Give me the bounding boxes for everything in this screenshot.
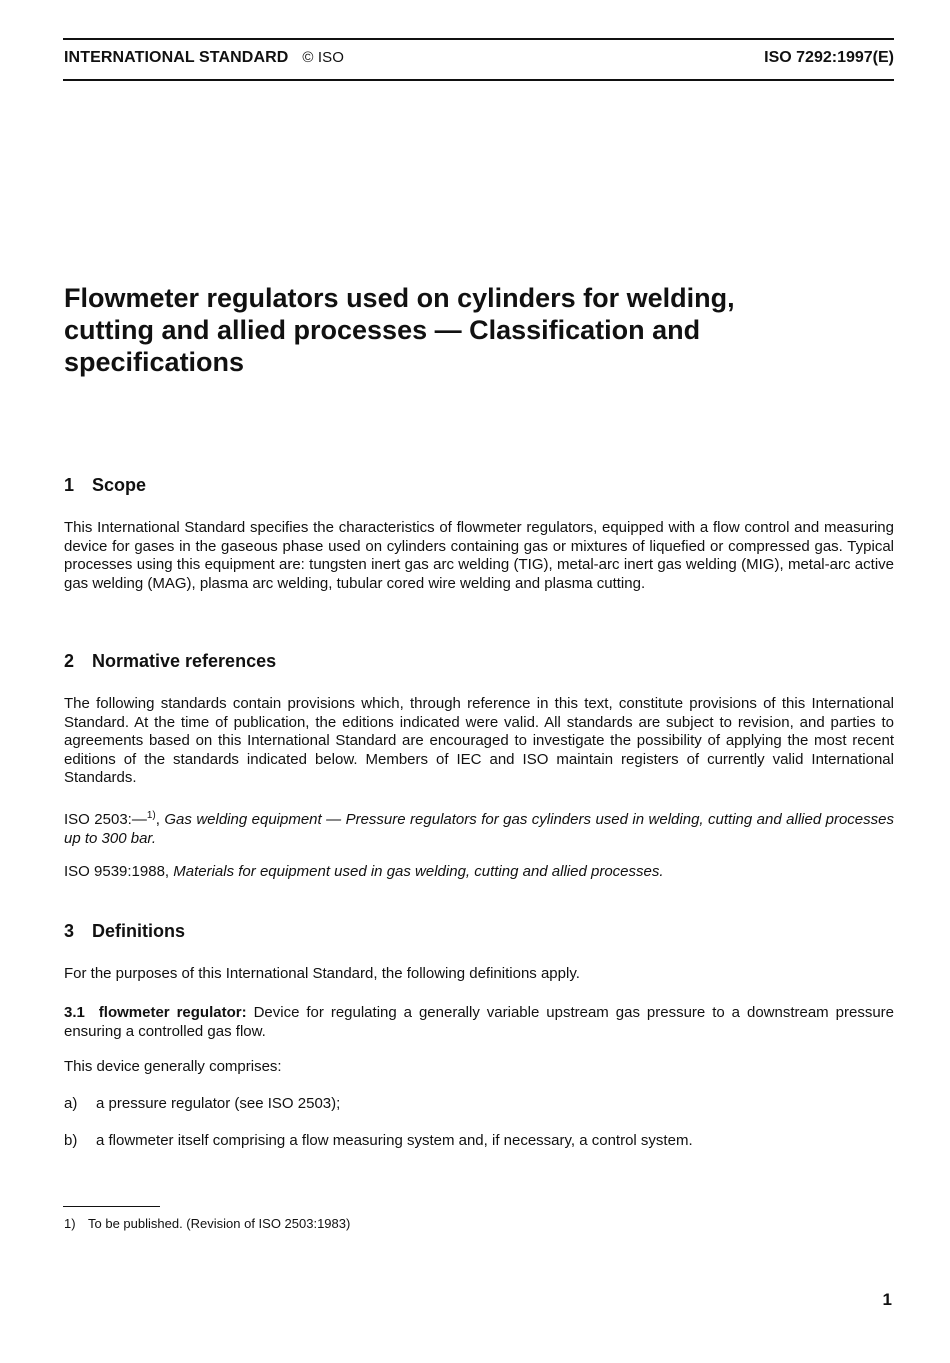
- list-item: [64, 1095, 340, 1114]
- header-left: [64, 49, 344, 67]
- footnote: [64, 1216, 350, 1231]
- document-title: Flowmeter regulators used on cylinders for welding, cutting and allied processes — Classification and specifications: [64, 283, 735, 377]
- header-top-rule: [63, 38, 894, 40]
- list-item-text: a pressure regulator (see ISO 2503);: [96, 1095, 341, 1112]
- reference-code: ISO 9539:1988,: [64, 863, 174, 880]
- section-heading-scope: [64, 475, 146, 496]
- section-heading-definitions: [64, 921, 185, 942]
- header-copyright: © ISO: [302, 49, 344, 66]
- section-number: 3: [64, 921, 75, 941]
- reference-separator: ,: [155, 811, 165, 828]
- reference-title: Materials for equipment used in gas welding, cutting and allied processes.: [173, 863, 664, 880]
- footnote-text: To be published. (Revision of ISO 2503:1983): [88, 1216, 351, 1231]
- footnote-marker: 1): [146, 810, 156, 821]
- list-item-label: a): [64, 1095, 78, 1112]
- definitions-intro: For the purposes of this International Standard, the following definitions apply.: [64, 965, 580, 982]
- page-number: 1: [882, 1290, 892, 1309]
- section-heading-normative-references: [64, 651, 276, 672]
- definition-text: Device for regulating a generally variable upstream gas pressure to a downstream pressure ensuring a controlled gas flow.: [64, 1004, 894, 1040]
- normative-intro-paragraph: The following standards contain provisions which, through reference in this text, constitute provisions of this International Standard. At the time of publication, the editions indicated were valid. All standards are subject to revision, and parties to agreements based on this International Standard are encouraged to investigate the possibility of applying the most recent editions of the standards indicated below. Members of IEC and ISO maintain registers of currently valid International Standards.: [64, 695, 894, 786]
- definition-flowmeter-regulator: [64, 1004, 894, 1041]
- reference-iso-2503: [64, 807, 894, 848]
- header-standard-number: ISO 7292:1997(E): [764, 49, 894, 66]
- scope-paragraph: This International Standard specifies the characteristics of flowmeter regulators, equipped with a flow control and measuring device for gases in the gaseous phase used on cylinders containing gas or mixtures of liquefied or compressed gas. Typical processes using this equipment are: tungsten inert gas arc welding (TIG), metal-arc inert gas welding (MIG), metal-arc active gas welding (MAG), plasma arc welding, tubular cored wire welding and plasma cutting.: [64, 519, 894, 592]
- definition-term: flowmeter regulator:: [98, 1004, 247, 1021]
- section-title: Definitions: [92, 921, 185, 941]
- section-title: Normative references: [92, 651, 277, 671]
- definition-number: 3.1: [64, 1004, 85, 1021]
- footnote-rule: [63, 1206, 160, 1207]
- list-item-text: a flowmeter itself comprising a flow measuring system and, if necessary, a control system.: [96, 1132, 693, 1149]
- reference-iso-9539: [64, 863, 894, 882]
- header-bottom-rule: [63, 79, 894, 81]
- section-title: Scope: [92, 475, 147, 495]
- device-comprises-text: This device generally comprises:: [64, 1058, 282, 1075]
- section-number: 1: [64, 475, 75, 495]
- section-number: 2: [64, 651, 75, 671]
- reference-title: Gas welding equipment — Pressure regulators for gas cylinders used in welding, cutting and allied processes up to 300 bar.: [64, 811, 894, 847]
- reference-code: ISO 2503:—: [64, 811, 147, 828]
- list-item-label: b): [64, 1132, 78, 1149]
- header-standard-label: INTERNATIONAL STANDARD: [64, 49, 289, 66]
- list-item: [64, 1132, 693, 1151]
- footnote-label: 1): [64, 1216, 76, 1231]
